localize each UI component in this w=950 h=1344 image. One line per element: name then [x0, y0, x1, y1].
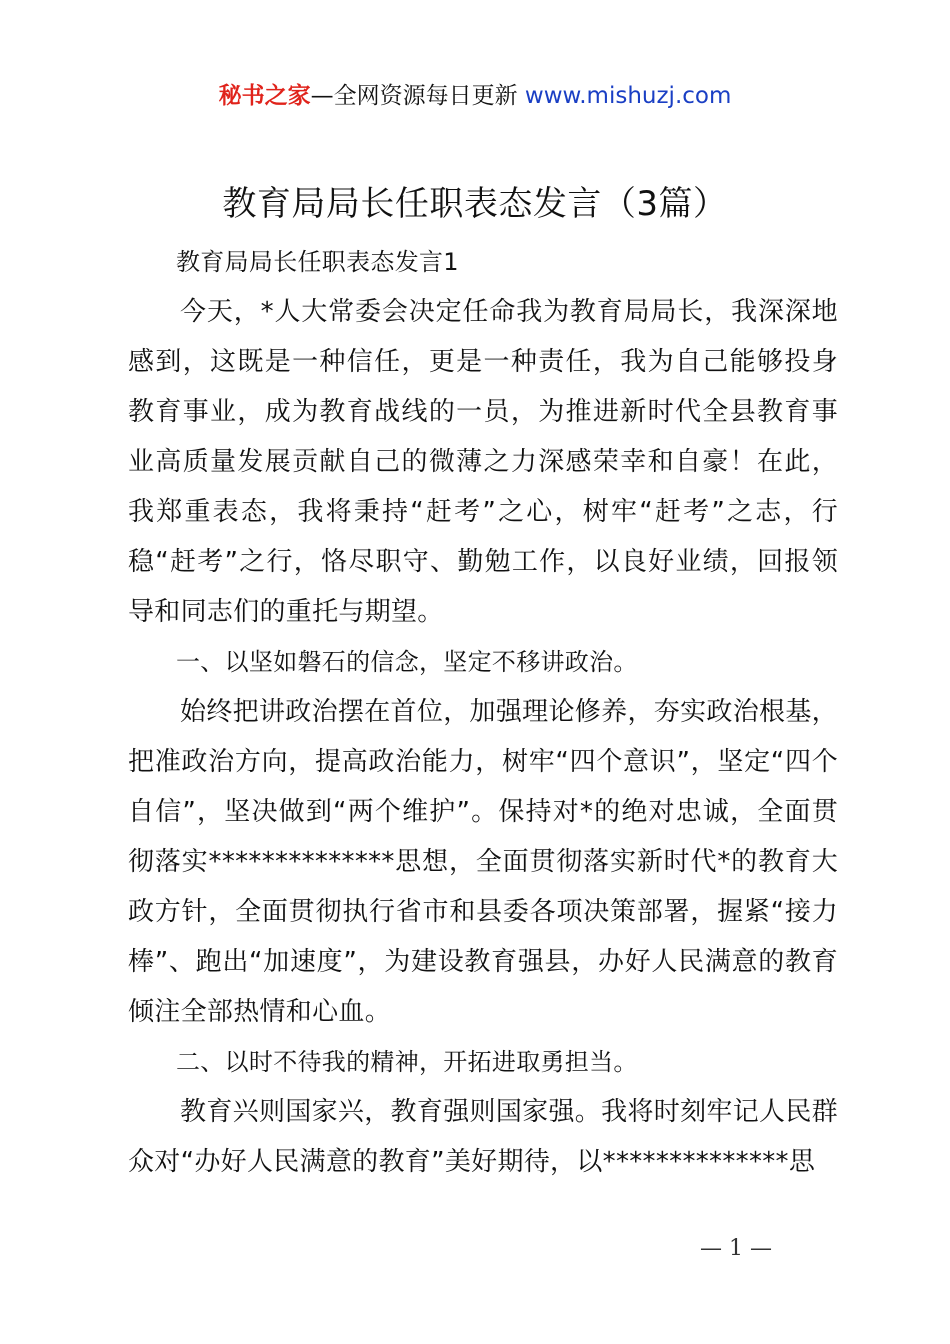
document-title: 教育局局长任职表态发言（3篇）: [222, 184, 728, 224]
brand-name: 秘书之家: [218, 83, 311, 109]
paragraph-intro: 今天，*人大常委会决定任命我为教育局局长，我深深地感到，这既是一种信任，更是一种责任，我为自己能够投身教育事业，成为教育战线的一员，为推进新时代全县教育事业高质量发展贡献自己的微薄之力深感荣幸和自豪！在此，我郑重表态，我将秉持“赶考”之心，树牢“赶考”之志，行稳“赶考”之行，恪尽职守、勤勉工作，以良好业绩，回报领导和同志们的重托与期望。: [128, 297, 838, 627]
site-url-link[interactable]: www.mishuzj.com: [524, 83, 732, 109]
page-number: — 1 —: [700, 1236, 772, 1261]
paragraph-section-1: 始终把讲政治摆在首位，加强理论修养，夯实政治根基，把准政治方向，提高政治能力，树牢“四个意识”，坚定“四个自信”，坚决做到“两个维护”。保持对*的绝对忠诚，全面贯彻落实**************思想，全面贯彻落实新时代*的教育大政方针，全面贯彻执行省市和县委各项决策部署，握紧“接力棒”、跑出“加速度”，为建设教育强县，办好人民满意的教育倾注全部热情和心血。: [128, 697, 838, 1027]
section-heading-1: 一、以坚如磐石的信念，坚定不移讲政治。: [176, 648, 638, 676]
section-heading-2: 二、以时不待我的精神，开拓进取勇担当。: [176, 1048, 638, 1076]
document-subtitle: 教育局局长任职表态发言1: [176, 248, 459, 276]
paragraph-section-2: 教育兴则国家兴，教育强则国家强。我将时刻牢记人民群众对“办好人民满意的教育”美好期待，以**************思: [128, 1097, 838, 1177]
document-body: [128, 237, 838, 1187]
site-header: [0, 80, 950, 112]
site-tagline: —全网资源每日更新: [310, 83, 525, 109]
